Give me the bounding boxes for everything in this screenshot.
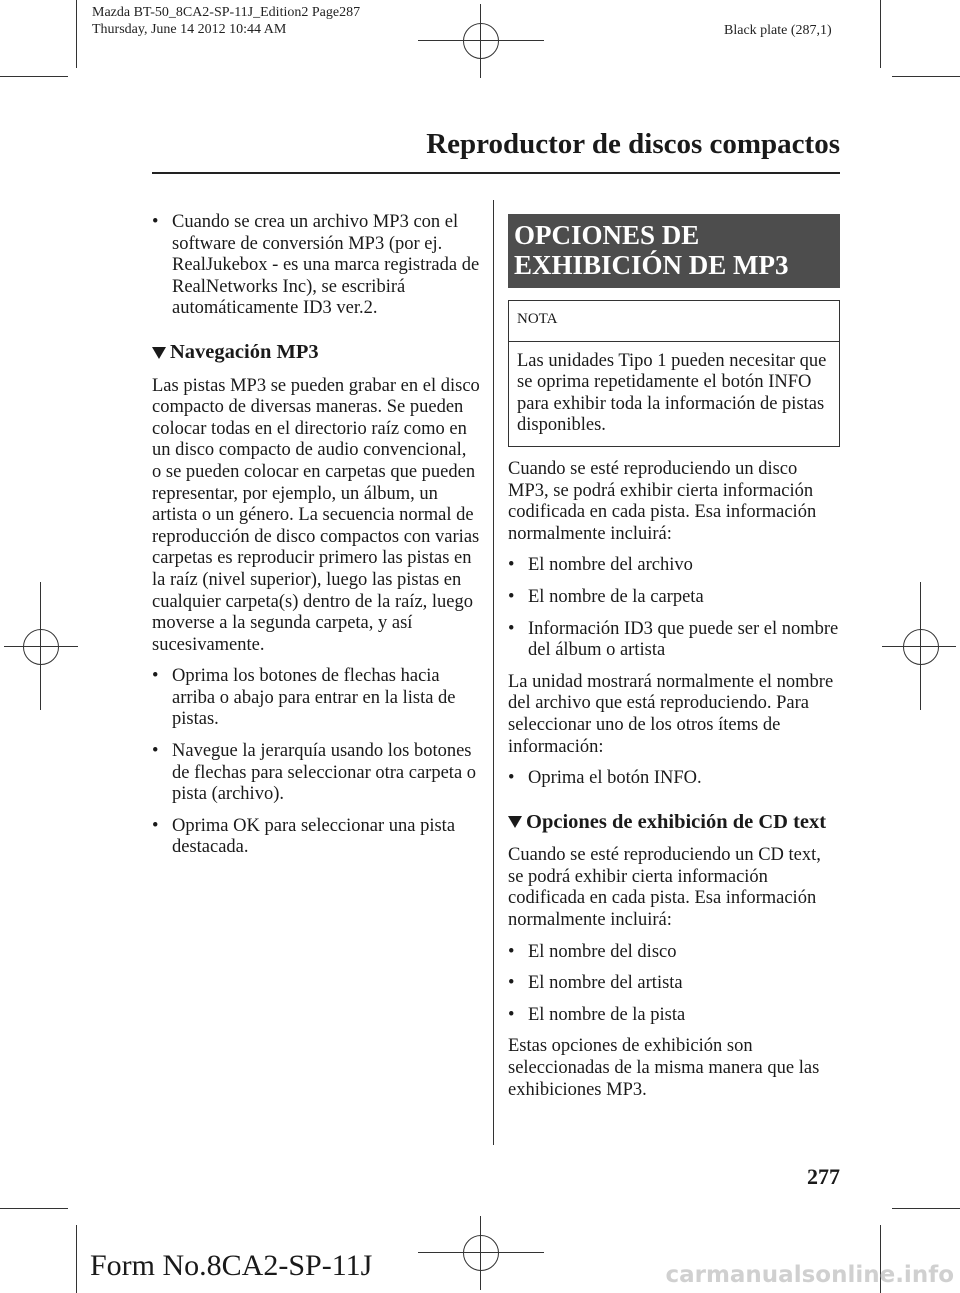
bullet-icon: •	[508, 586, 515, 607]
list-item-text: El nombre de la carpeta	[528, 586, 704, 607]
section-title: Reproductor de discos compactos	[426, 128, 840, 160]
list-item-text: Cuando se crea un archivo MP3 con el software de conversión MP3 (por ej. RealJukebox - es una marca registrada de RealNetworks Inc), se escribirá automáticamente ID3 ver.2.	[172, 212, 480, 319]
note-box	[508, 300, 840, 447]
triangle-down-icon	[508, 816, 522, 828]
bullet-icon: •	[152, 666, 159, 687]
bullet-icon: •	[508, 555, 515, 576]
paragraph: Estas opciones de exhibición son seleccionadas de la misma manera que las exhibiciones MP3.	[508, 1036, 820, 1100]
section-banner	[508, 214, 840, 288]
print-metadata	[92, 4, 360, 38]
header-rule	[152, 172, 840, 174]
print-metadata-line1: Mazda BT-50_8CA2-SP-11J_Edition2 Page287	[92, 5, 361, 20]
subheading-text: Navegación MP3	[170, 340, 319, 363]
bullet-icon: •	[508, 973, 515, 994]
column-divider	[493, 200, 494, 1145]
bullet-icon: •	[152, 741, 159, 762]
print-metadata-line2: Thursday, June 14 2012 10:44 AM	[92, 22, 287, 37]
subheading-navegacion	[152, 342, 480, 364]
bullet-icon: •	[508, 768, 515, 789]
list-item	[508, 942, 840, 964]
list-item-text: El nombre de la pista	[528, 1004, 686, 1025]
list-item-text: El nombre del disco	[528, 941, 677, 962]
left-column	[152, 212, 480, 869]
list-item-text: Oprima los botones de flechas hacia arriba o abajo para entrar en la lista de pistas.	[172, 666, 456, 730]
banner-line2: EXHIBICIÓN DE MP3	[514, 250, 789, 280]
list-item	[508, 768, 840, 790]
list-item	[508, 619, 840, 662]
bullet-icon: •	[152, 815, 159, 836]
subheading-text: Opciones de exhibición de CD text	[526, 810, 827, 833]
right-column	[508, 214, 840, 1111]
list-item-text: El nombre del archivo	[528, 555, 693, 576]
black-plate-label: Black plate (287,1)	[724, 23, 832, 38]
list-item	[508, 555, 840, 577]
list-item	[152, 212, 480, 320]
banner-line1: OPCIONES DE	[514, 220, 700, 250]
triangle-down-icon	[152, 347, 166, 359]
bullet-icon: •	[508, 618, 515, 639]
paragraph: Cuando se esté reproduciendo un CD text, se podrá exhibir cierta información codificada en cada pista. Esa información normalmente incluirá:	[508, 845, 821, 931]
form-number: Form No.8CA2-SP-11J	[90, 1249, 373, 1282]
paragraph: La unidad mostrará normalmente el nombre del archivo que está reproduciendo. Para seleccionar uno de los otros ítems de información:	[508, 671, 834, 757]
list-item-text: Navegue la jerarquía usando los botones de flechas para seleccionar otra carpeta o pista (archivo).	[172, 741, 477, 805]
list-item	[152, 741, 480, 806]
list-item-text: Información ID3 que puede ser el nombre del álbum o artista	[528, 618, 839, 661]
paragraph: Cuando se esté reproduciendo un disco MP3, se podrá exhibir cierta información codificada en cada pista. Esa información normalmente incluirá:	[508, 458, 817, 544]
list-item-text: Oprima el botón INFO.	[528, 768, 702, 789]
list-item-text: Oprima OK para seleccionar una pista destacada.	[172, 815, 456, 858]
bullet-icon: •	[508, 941, 515, 962]
subheading-cd-text	[508, 812, 840, 834]
list-item	[152, 816, 480, 859]
bullet-icon: •	[508, 1004, 515, 1025]
note-text: Las unidades Tipo 1 pueden necesitar que se oprima repetidamente el botón INFO para exhibir toda la información de pistas disponibles.	[517, 350, 827, 436]
list-item	[508, 973, 840, 995]
list-item	[508, 1005, 840, 1027]
page-number: 277	[807, 1164, 840, 1189]
bullet-icon: •	[152, 212, 159, 232]
paragraph: Las pistas MP3 se pueden grabar en el disco compacto de diversas maneras. Se pueden colocar todas en el directorio raíz como en un disco compacto de audio convencional, o se pueden colocar en carpetas que pueden representar, por ejemplo, un álbum, un artista o un género. La secuencia normal de reproducción de disco compactos con varias carpetas es reproducir primero las pistas en la raíz (nivel superior), luego las pistas en cualquier carpeta(s) dentro de la raíz, luego moverse a la segunda carpeta, y así sucesivamente.	[152, 375, 480, 655]
watermark: carmanualsonline.info	[665, 1262, 954, 1288]
list-item	[152, 666, 480, 731]
note-title: NOTA	[509, 301, 839, 342]
list-item	[508, 587, 840, 609]
list-item-text: El nombre del artista	[528, 973, 683, 994]
